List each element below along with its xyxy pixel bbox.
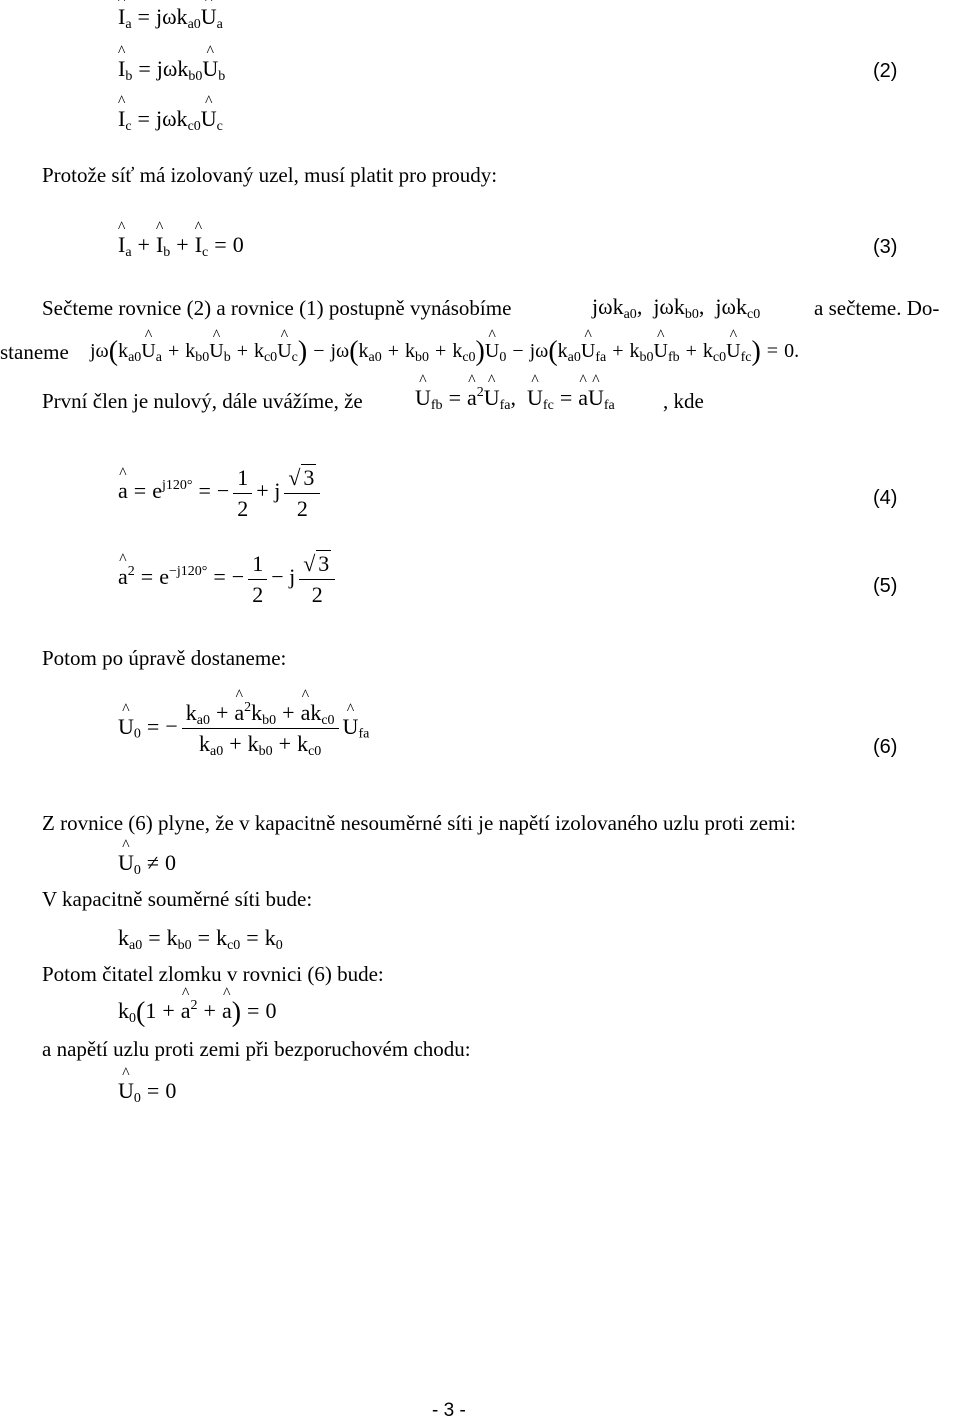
paragraph-asymmetric: Z rovnice (6) plyne, že v kapacitně nesouměrné síti je napětí izolovaného uzlu proti zemi: (42, 811, 796, 835)
paragraph-symmetric: V kapacitně souměrné síti bude: (42, 887, 313, 911)
equation-number-3: (3) (873, 236, 898, 258)
equation-ib: ^ $I_b$ = jωk$_{b0}$^ $U_b$ (118, 56, 225, 82)
equation-number-6: (6) (873, 736, 898, 758)
equation-a-operator: ^ $a = e^{j120^\circ}$ = − $\frac{1}{2}$ + j $\frac{√ 3}{2}$ (118, 464, 324, 522)
equation-number-5: (5) (873, 575, 898, 597)
equation-u0: ^ $U_0$ = − $\frac{k_{a0} +\^{} a^2k_{b0} +\^{} ak_{c0}}{k_{a0} + k_{b0} + k_{c0}}$ ^ $U_{fa}$ (118, 700, 369, 757)
paragraph-sum-equations: Sečteme rovnice (2) a rovnice (1) postupně vynásobíme (42, 296, 512, 320)
paragraph-after-adjustment: Potom po úpravě dostaneme: (42, 646, 287, 670)
equation-ia: ^ $I_a$ = jωk$_{a0}$^ $U_a$ (118, 4, 223, 30)
paragraph-isolated-node: Protože síť má izolovaný uzel, musí platit pro proudy: (42, 163, 498, 187)
equation-number-4: (4) (873, 487, 898, 509)
equation-k-equal: $k_{a0} = k_{b0} = k_{c0} = k_0$ (118, 925, 283, 953)
equation-expanded: $j\omega(k_{a0}\^{}$ $U_a$ + $k_{b0}\^{}$ $U_b$ + $k_{c0}\^{}$ $U_c) - j\omega(k_{a0} + k_{b0}$ + $k_{c0})\^{}$ $U_0$ − $j\omega(k_{a0}\^{}$ $U_{fa}$ + $k_{b0}\^{}$ $U_{fb}$ + $k_{c0}\^{}$ $U_{fc}) = 0$. (90, 336, 799, 368)
equation-current-sum: ^ $I_a$ +^ $I_b$ +^ $I_c = 0$ (118, 232, 244, 258)
paragraph-kde: , kde (663, 389, 704, 413)
equation-ufb-ufc: ^ $U_{fb}$ =^ $a^2\^{}$ $U_{fa}$, ^ $U_{fc}$ =^ a^ $U_{fa}$ (415, 385, 615, 411)
paragraph-first-term: První člen je nulový, dále uvážíme, že (42, 389, 363, 413)
paragraph-staneme: staneme (0, 340, 69, 364)
equation-a-squared: ^ $a^2 = e^{-j120^\circ}$ = − $\frac{1}{2}$ − j $\frac{√ 3}{2}$ (118, 550, 339, 608)
equation-ic: ^ $I_c$ = jωk$_{c0}$^ $U_c$ (118, 106, 223, 132)
equation-number-2: (2) (873, 60, 898, 82)
page-number: - 3 - (432, 1400, 466, 1421)
multipliers: jωk$_{a0}$, jωk$_{b0}$, jωk$_{c0}$ (592, 294, 761, 322)
paragraph-sum-equations-end: a sečteme. Do- (814, 296, 940, 320)
equation-u0-zero: ^ $U_0 = 0$ (118, 1078, 176, 1104)
equation-u0-nonzero: ^ $U_0 \ne 0$ (118, 850, 176, 876)
paragraph-fault-free: a napětí uzlu proti zemi při bezporuchovém chodu: (42, 1037, 471, 1061)
paragraph-numerator: Potom čitatel zlomku v rovnici (6) bude: (42, 962, 384, 986)
equation-numerator-zero: $k_0(1$ +^ $a^2$ +^ a) = 0 (118, 997, 276, 1029)
